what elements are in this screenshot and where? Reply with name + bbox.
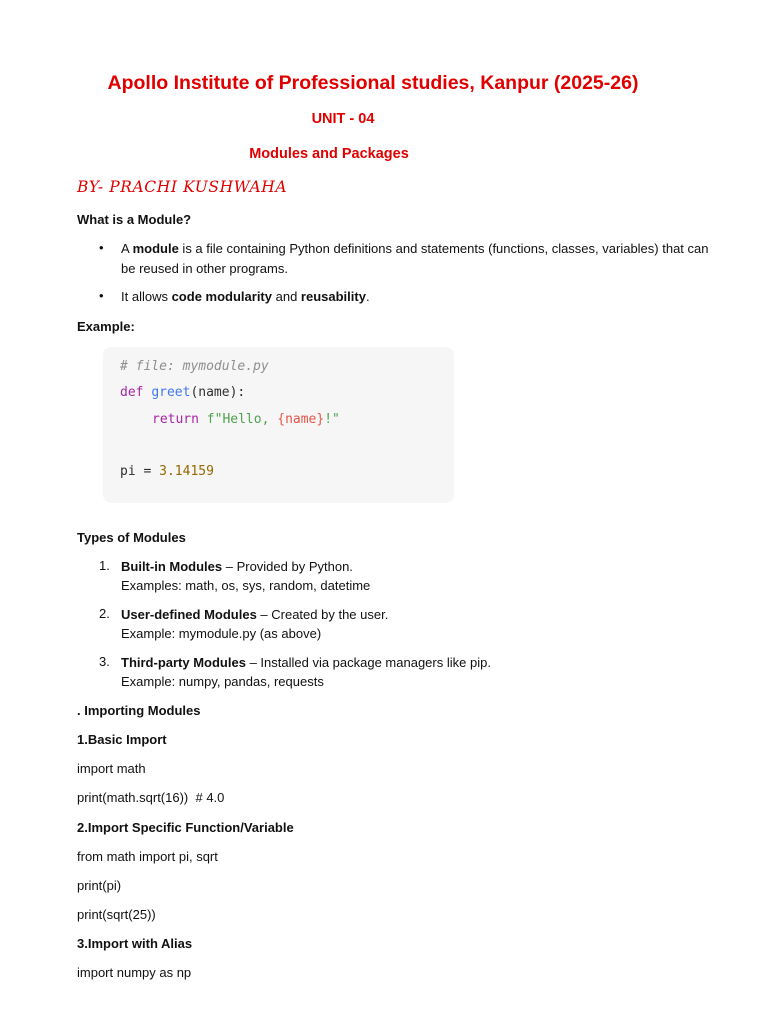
basic-import-line2: print(math.sqrt(16)) # 4.0 — [77, 790, 225, 805]
unit-label: UNIT - 04 — [311, 111, 375, 127]
code-line: return f"Hello, {name}!" — [152, 412, 340, 427]
code-line: # file: mymodule.py — [120, 359, 269, 374]
alias-import-heading: 3.Import with Alias — [77, 936, 193, 951]
bullet-dot: • — [99, 288, 104, 303]
list-item-third-party: Third-party Modules – Installed via package managers like pip. — [121, 655, 491, 670]
list-item-builtin: Built-in Modules – Provided by Python. — [121, 559, 353, 574]
importing-heading: . Importing Modules — [77, 703, 201, 718]
list-number: 2. — [99, 606, 110, 621]
list-number: 1. — [99, 558, 110, 573]
author-line: BY- PRACHI KUSHWAHA — [77, 178, 288, 196]
module-heading: What is a Module? — [77, 212, 192, 227]
code-line: pi = 3.14159 — [120, 464, 214, 479]
list-item-third-party-example: Example: numpy, pandas, requests — [121, 674, 324, 689]
specific-import-heading: 2.Import Specific Function/Variable — [77, 820, 294, 835]
list-item-builtin-examples: Examples: math, os, sys, random, datetime — [121, 578, 371, 593]
specific-import-line3: print(sqrt(25)) — [77, 907, 156, 922]
basic-import-heading: 1.Basic Import — [77, 732, 167, 747]
list-number: 3. — [99, 654, 110, 669]
code-block — [103, 347, 454, 503]
example-label: Example: — [77, 319, 135, 334]
alias-import-line1: import numpy as np — [77, 965, 192, 980]
specific-import-line1: from math import pi, sqrt — [77, 849, 218, 864]
specific-import-line2: print(pi) — [77, 878, 122, 893]
list-item-user-defined: User-defined Modules – Created by the user. — [121, 607, 389, 622]
topic-title: Modules and Packages — [249, 146, 409, 162]
bullet-reusability: It allows code modularity and reusability. — [121, 289, 370, 304]
basic-import-line1: import math — [77, 761, 146, 776]
document-title: Apollo Institute of Professional studies, Kanpur (2025-26) — [107, 72, 639, 94]
code-line: def greet(name): — [120, 385, 246, 400]
bullet-module-line1: A module is a file containing Python definitions and statements (functions, classes, variables) that can — [121, 241, 709, 256]
bullet-dot: • — [99, 240, 104, 255]
types-heading: Types of Modules — [77, 530, 186, 545]
bullet-module-line2: be reused in other programs. — [121, 261, 288, 276]
list-item-user-defined-example: Example: mymodule.py (as above) — [121, 626, 322, 641]
